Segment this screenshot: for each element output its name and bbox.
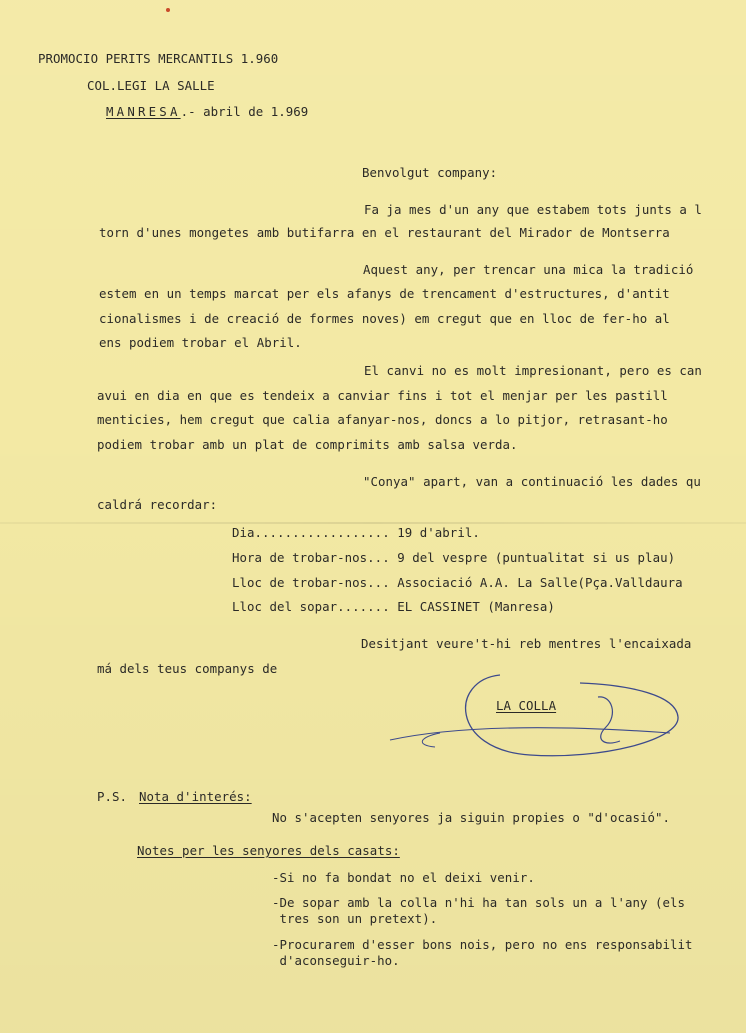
- detail-row: [232, 576, 683, 590]
- salutation: Benvolgut company:: [362, 165, 498, 180]
- promotion-heading: PROMOCIO PERITS MERCANTILS 1.960: [38, 51, 279, 66]
- letter-date: .- abril de 1.969: [180, 104, 309, 119]
- paragraph-line: torn d'unes mongetes amb butifarra en el restaurant del Mirador de Montserra: [99, 225, 670, 240]
- closing-line: má dels teus companys de: [97, 661, 278, 676]
- paragraph-line: caldrá recordar:: [97, 497, 218, 512]
- paragraph-line: avui en dia en que es tendeix a canviar fins i tot el menjar per les pastill: [97, 388, 668, 403]
- detail-value: Associació A.A. La Salle(Pça.Valldaura: [397, 575, 683, 590]
- signature-name: LA COLLA: [496, 698, 557, 713]
- place-date-line: [106, 105, 308, 119]
- detail-value: 9 del vespre (puntualitat si us plau): [397, 550, 676, 565]
- paragraph-line: ens podiem trobar el Abril.: [99, 335, 302, 350]
- signature-flourish: [380, 655, 690, 775]
- paragraph-line: "Conya" apart, van a continuació les dades qu: [363, 474, 701, 489]
- detail-label: Dia..................: [232, 525, 390, 540]
- school-heading: COL.LEGI LA SALLE: [87, 78, 215, 93]
- wives-note-item: -Procurarem d'esser bons nois, pero no ens responsabilit: [272, 937, 693, 952]
- paragraph-line: estem en un temps marcat per els afanys de trencament d'estructures, d'antit: [99, 286, 670, 301]
- ps-prefix: P.S.: [97, 789, 128, 804]
- wives-note-item: d'aconseguir-ho.: [272, 953, 400, 968]
- detail-label: Lloc de trobar-nos...: [232, 575, 390, 590]
- paragraph-line: podiem trobar amb un plat de comprimits amb salsa verda.: [97, 437, 518, 452]
- paragraph-line: El canvi no es molt impresionant, pero es can: [364, 363, 702, 378]
- detail-row: [232, 600, 555, 614]
- paragraph-line: Aquest any, per trencar una mica la tradició: [363, 262, 694, 277]
- detail-label: Hora de trobar-nos...: [232, 550, 390, 565]
- paragraph-line: Fa ja mes d'un any que estabem tots junts a l: [364, 202, 702, 217]
- detail-value: EL CASSINET (Manresa): [397, 599, 555, 614]
- wives-notes-heading: Notes per les senyores dels casats:: [137, 843, 400, 858]
- closing-line: Desitjant veure't-hi reb mentres l'encaixada: [361, 636, 692, 651]
- detail-row: [232, 551, 675, 565]
- paper-fold: [0, 522, 746, 524]
- ps-note-text: No s'acepten senyores ja siguin propies o "d'ocasió".: [272, 810, 671, 825]
- detail-label: Lloc del sopar.......: [232, 599, 390, 614]
- detail-row: [232, 526, 480, 540]
- paragraph-line: menticies, hem cregut que calia afanyar-nos, doncs a lo pitjor, retrasant-ho: [97, 412, 668, 427]
- wives-note-item: -Si no fa bondat no el deixi venir.: [272, 870, 535, 885]
- paragraph-line: cionalismes i de creació de formes noves) em cregut que en lloc de fer-ho al: [99, 311, 670, 326]
- ps-note-heading: Nota d'interés:: [139, 789, 252, 804]
- city-name: MANRESA: [106, 104, 181, 119]
- ink-dot: [166, 8, 170, 12]
- detail-value: 19 d'abril.: [397, 525, 480, 540]
- wives-note-item: -De sopar amb la colla n'hi ha tan sols un a l'any (els: [272, 895, 686, 910]
- wives-note-item: tres son un pretext).: [272, 911, 438, 926]
